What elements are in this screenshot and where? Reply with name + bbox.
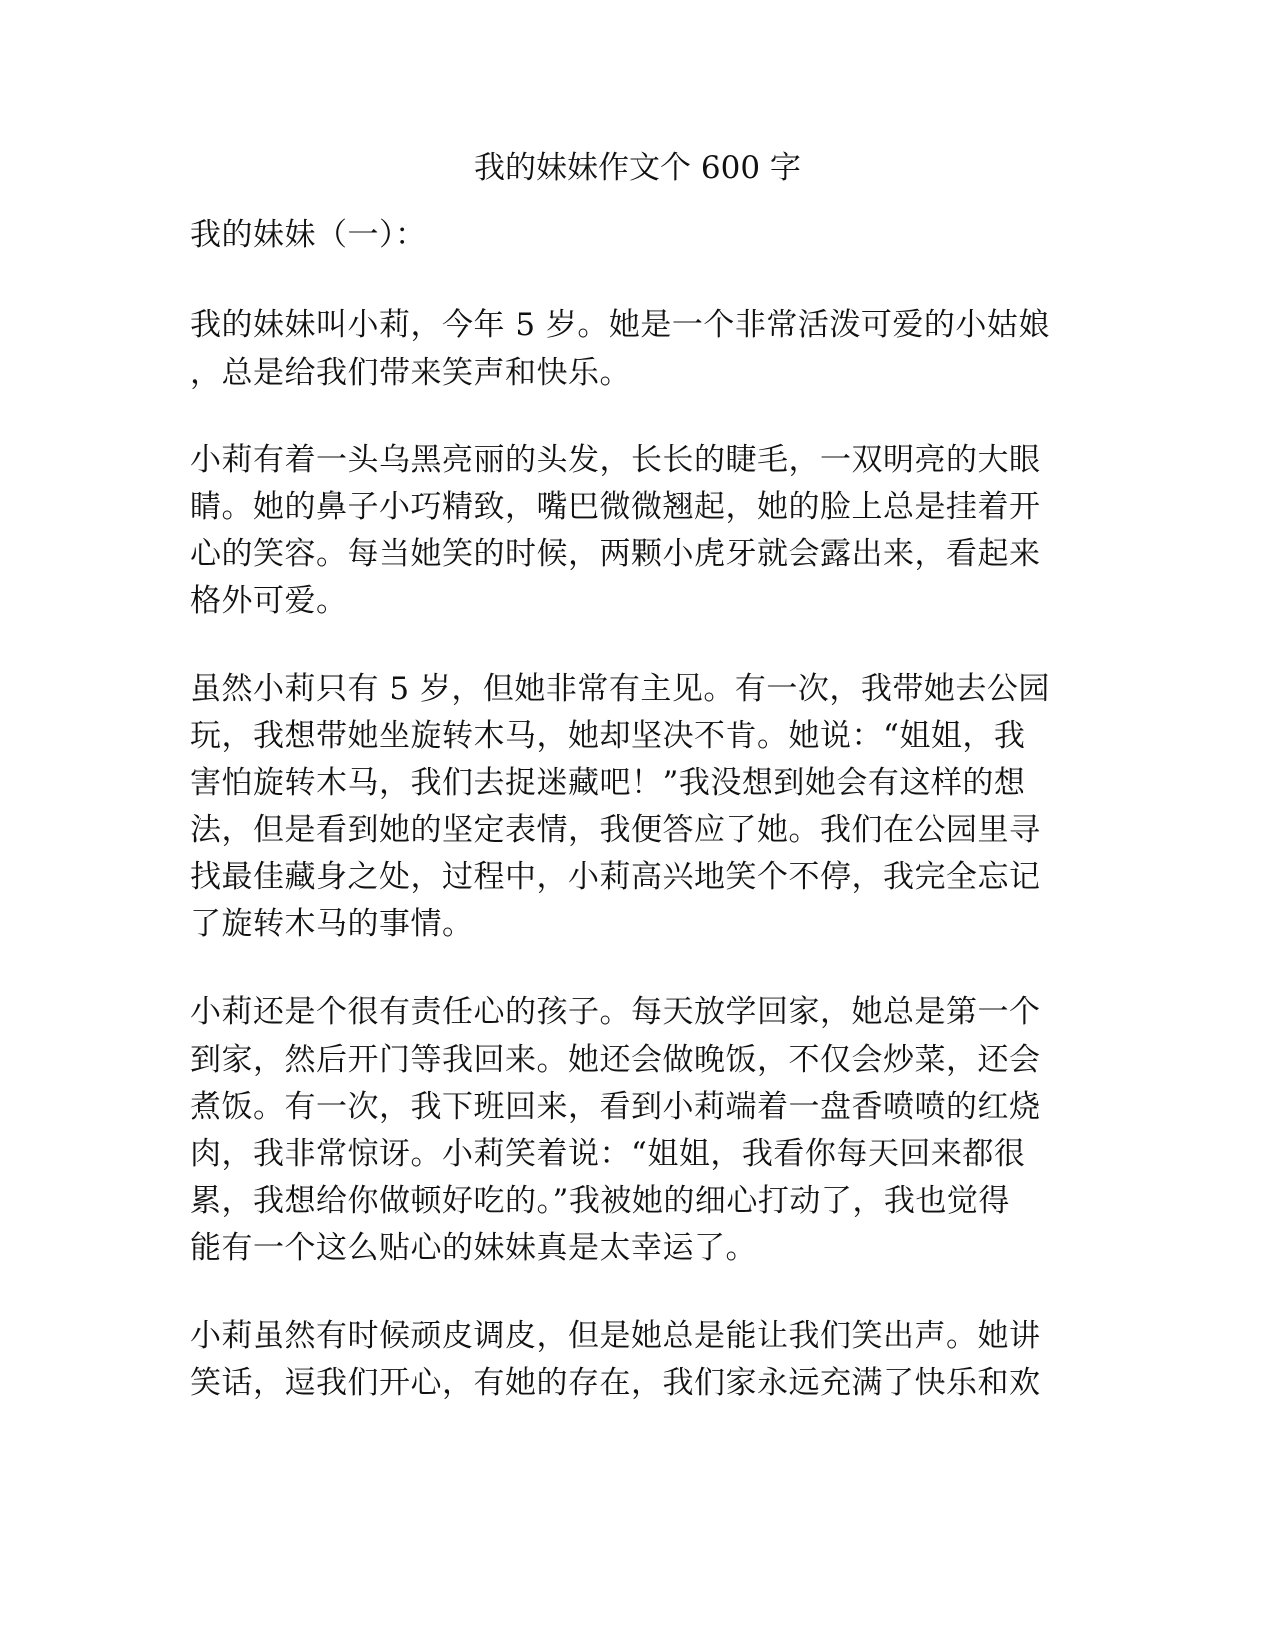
text-line: 睛。她的鼻子小巧精致，嘴巴微微翘起，她的脸上总是挂着开 — [190, 489, 1041, 525]
text-line: 了旋转木马的事情。 — [190, 906, 474, 942]
section-heading: 我的妹妹（一）： — [190, 217, 427, 253]
text-line: 小莉有着一头乌黑亮丽的头发，长长的睫毛，一双明亮的大眼 — [190, 442, 1041, 478]
text-line: 玩，我想带她坐旋转木马，她却坚决不肯。她说：“姐姐，我 — [190, 718, 1026, 754]
text-line: 累，我想给你做顿好吃的。”我被她的细心打动了，我也觉得 — [190, 1183, 1010, 1219]
text-line: 小莉还是个很有责任心的孩子。每天放学回家，她总是第一个 — [190, 994, 1041, 1030]
document-title: 我的妹妹作文个 600 字 — [474, 150, 801, 186]
text-line: ，总是给我们带来笑声和快乐。 — [190, 355, 631, 391]
text-line: 笑话，逗我们开心，有她的存在，我们家永远充满了快乐和欢 — [190, 1365, 1041, 1401]
text-line: 我的妹妹叫小莉，今年 5 岁。她是一个非常活泼可爱的小姑娘 — [190, 307, 1050, 343]
text-line: 害怕旋转木马，我们去捉迷藏吧！”我没想到她会有这样的想 — [190, 765, 1026, 801]
text-line: 虽然小莉只有 5 岁，但她非常有主见。有一次，我带她去公园 — [190, 671, 1050, 707]
text-line: 找最佳藏身之处，过程中，小莉高兴地笑个不停，我完全忘记 — [190, 859, 1041, 895]
text-line: 心的笑容。每当她笑的时候，两颗小虎牙就会露出来，看起来 — [190, 536, 1041, 572]
text-line: 小莉虽然有时候顽皮调皮，但是她总是能让我们笑出声。她讲 — [190, 1318, 1041, 1354]
text-line: 到家，然后开门等我回来。她还会做晚饭，不仅会炒菜，还会 — [190, 1042, 1041, 1078]
text-line: 格外可爱。 — [190, 583, 348, 619]
text-line: 能有一个这么贴心的妹妹真是太幸运了。 — [190, 1230, 757, 1266]
text-line: 肉，我非常惊讶。小莉笑着说：“姐姐，我看你每天回来都很 — [190, 1136, 1026, 1172]
text-line: 煮饭。有一次，我下班回来，看到小莉端着一盘香喷喷的红烧 — [190, 1089, 1041, 1125]
text-line: 法，但是看到她的坚定表情，我便答应了她。我们在公园里寻 — [190, 812, 1041, 848]
